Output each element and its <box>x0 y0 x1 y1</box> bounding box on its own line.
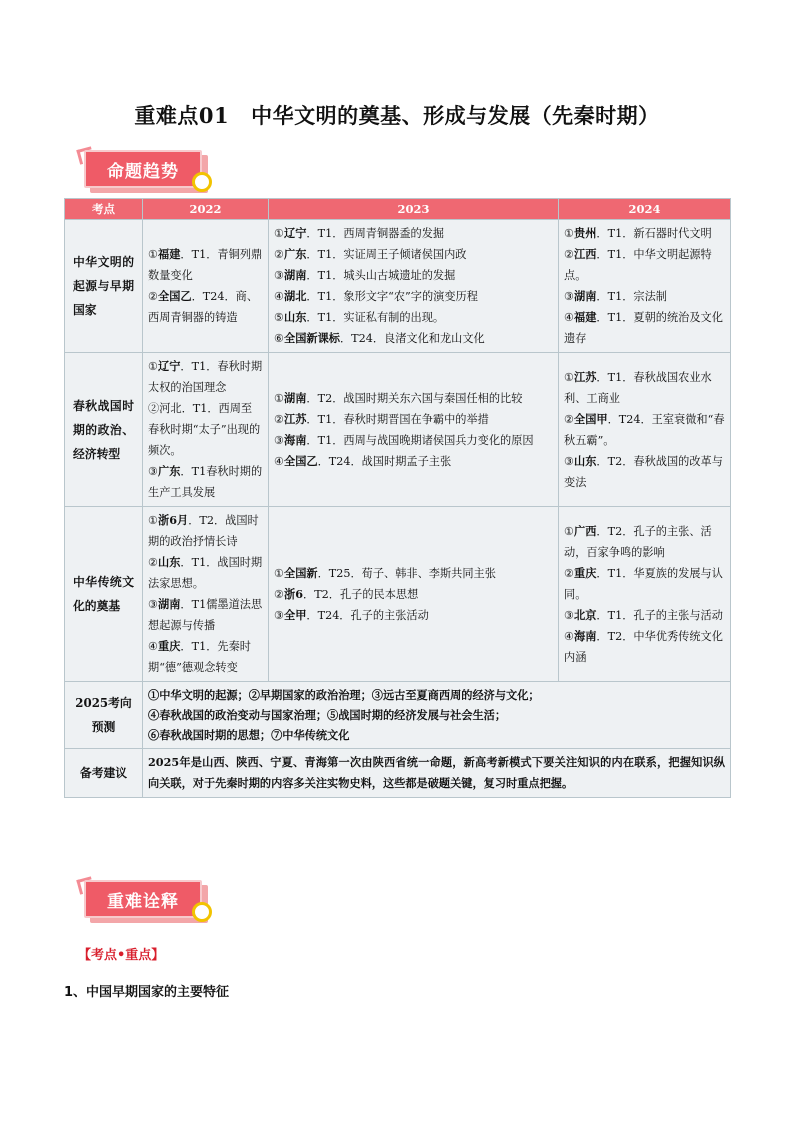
exam-item: ④海南．T2．中华优秀传统文化内涵 <box>564 628 723 664</box>
exam-item: ①辽宁．T1．春秋时期太权的治国理念 <box>148 359 263 394</box>
exam-item: ③北京．T1．孔子的主张与活动 <box>564 607 723 622</box>
cell-2022 <box>143 353 269 507</box>
exam-item: ③湖南．T1儒墨道法思想起源与传播 <box>148 597 263 632</box>
exam-item: ①江苏．T1．春秋战国农业水利、工商业 <box>564 369 712 405</box>
forecast-line: ⑥春秋战国时期的思想；⑦中华传统文化 <box>148 728 350 742</box>
exam-item: ②重庆．T1．华夏族的发展与认同。 <box>564 565 723 601</box>
exam-item: ②全国甲．T24．王室衰微和“春秋五霸”。 <box>564 411 725 447</box>
cell-2024 <box>559 353 731 507</box>
title-number: 重难点01 <box>134 103 230 128</box>
exam-item: ②浙6．T2．孔子的民本思想 <box>274 586 419 601</box>
trend-badge-label: 命题趋势 <box>84 150 202 188</box>
forecast-label: 2025考向预测 <box>65 682 143 749</box>
forecast-line: ④春秋战国的政治变动与国家治理；⑤战国时期的经济发展与社会生活； <box>148 708 507 722</box>
exam-item: ③湖南．T1．宗法制 <box>564 289 667 303</box>
exam-item: ③全甲．T24．孔子的主张活动 <box>274 607 429 622</box>
exam-item: ②江苏．T1．春秋时期晋国在争霸中的举措 <box>274 411 489 426</box>
exam-item: ②河北．T1．西周至春秋时期“太子”出现的频次。 <box>148 402 261 457</box>
cell-2023 <box>269 353 559 507</box>
exam-item: ③山东．T2．春秋战国的改革与变法 <box>564 453 723 489</box>
advice-label: 备考建议 <box>65 749 143 798</box>
forecast-line: ①中华文明的起源；②早期国家的政治治理；③远古至夏商西周的经济与文化； <box>148 688 540 702</box>
exam-item: ①湖南．T2．战国时期关东六国与秦国任相的比较 <box>274 390 523 405</box>
exam-item: ④湖北．T1．象形文字“农”字的演变历程 <box>274 289 478 303</box>
exam-item: ①浙6月．T2．战国时期的政治抒情长诗 <box>148 513 259 548</box>
advice-content: 2025年是山西、陕西、宁夏、青海第一次由陕西省统一命题，新高考新模式下要关注知识的内在联系，把握知识纵向关联，对于先秦时期的内容多关注实物史料，这些都是破题关键，复习时重点把握。 <box>143 749 731 798</box>
explain-badge <box>84 880 208 920</box>
exam-item: ②山东．T1．战国时期法家思想。 <box>148 555 263 590</box>
exam-item: ②广东．T1．实证周王子倾诸侯国内政 <box>274 247 467 261</box>
trend-badge <box>84 150 208 190</box>
cell-2023 <box>269 220 559 353</box>
table-header-row <box>65 199 731 220</box>
cell-2022 <box>143 507 269 682</box>
row-topic: 春秋战国时期的政治、经济转型 <box>65 353 143 507</box>
exam-item: ②全国乙．T24．商、西周青铜器的铸造 <box>148 289 259 324</box>
header-topic: 考点 <box>65 199 143 220</box>
exam-item: ③广东．T1春秋时期的生产工具发展 <box>148 464 263 499</box>
trend-table <box>64 198 731 798</box>
exam-item: ①福建．T1．青铜列鼎数量变化 <box>148 247 263 282</box>
section-item: 1、中国早期国家的主要特征 <box>64 985 230 1000</box>
cell-2023 <box>269 507 559 682</box>
forecast-row <box>65 682 731 749</box>
row-topic: 中华传统文化的奠基 <box>65 507 143 682</box>
section-label: 【考点•重点】 <box>78 948 165 963</box>
exam-item: ①贵州．T1．新石器时代文明 <box>564 226 712 240</box>
header-2023: 2023 <box>269 199 559 220</box>
table-row <box>65 353 731 507</box>
exam-item: ④重庆．T1．先秦时期“德”德观念转变 <box>148 639 251 674</box>
exam-item: ④福建．T1．夏朝的统治及文化遗存 <box>564 310 723 345</box>
title-text: 中华文明的奠基、形成与发展（先秦时期） <box>251 103 660 128</box>
table-row <box>65 220 731 353</box>
exam-item: ⑤山东．T1．实证私有制的出现。 <box>274 310 445 324</box>
exam-item: ⑥全国新课标．T24．良渚文化和龙山文化 <box>274 331 485 345</box>
forecast-content <box>143 682 731 749</box>
exam-item: ①广西．T2．孔子的主张、活动，百家争鸣的影响 <box>564 523 712 559</box>
exam-item: ②江西．T1．中华文明起源特点。 <box>564 247 712 282</box>
header-2022: 2022 <box>143 199 269 220</box>
cell-2024 <box>559 507 731 682</box>
explain-badge-label: 重难诠释 <box>84 880 202 918</box>
table-row <box>65 507 731 682</box>
cell-2022 <box>143 220 269 353</box>
header-2024: 2024 <box>559 199 731 220</box>
exam-item: ④全国乙．T24．战国时期孟子主张 <box>274 453 452 468</box>
exam-item: ③湖南．T1．城头山古城遗址的发掘 <box>274 268 456 282</box>
cell-2024 <box>559 220 731 353</box>
exam-item: ①全国新．T25．荀子、韩非、李斯共同主张 <box>274 565 496 580</box>
exam-item: ③海南．T1．西周与战国晚期诸侯国兵力变化的原因 <box>274 432 534 447</box>
advice-row <box>65 749 731 798</box>
row-topic: 中华文明的起源与早期国家 <box>65 220 143 353</box>
page-title <box>0 100 794 130</box>
ring-icon <box>192 172 212 192</box>
ring-icon <box>192 902 212 922</box>
exam-item: ①辽宁．T1．西周青铜器盉的发掘 <box>274 226 445 240</box>
